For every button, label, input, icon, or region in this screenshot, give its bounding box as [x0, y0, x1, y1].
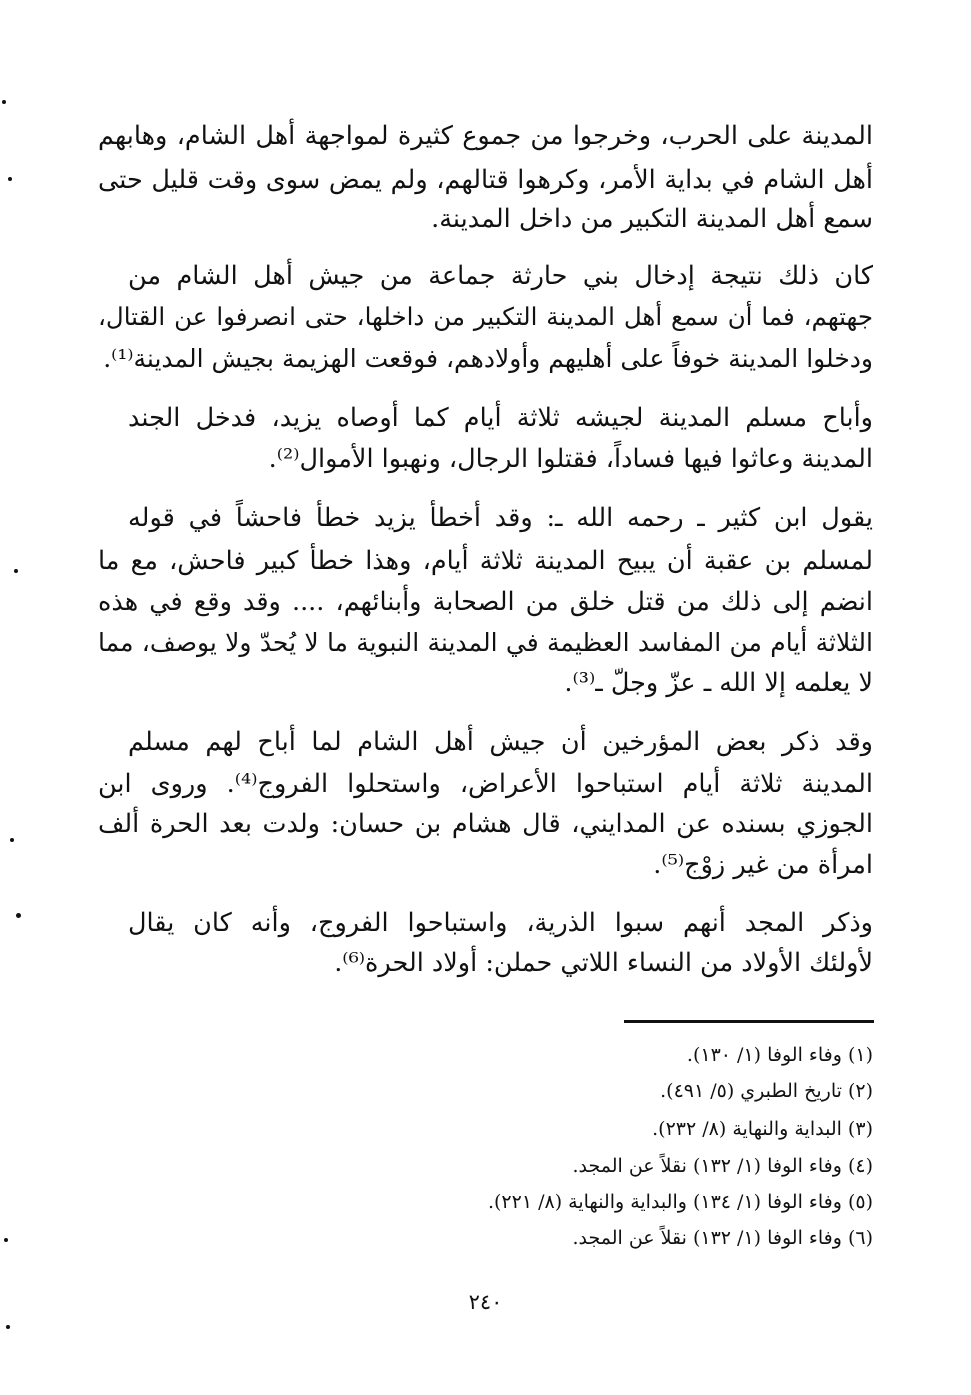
footnote: (٣) البداية والنهاية (٨/ ٢٣٢).: [652, 1118, 873, 1140]
body-line: المدينة وعاثوا فيها فساداً، فقتلوا الرجال، ونهبوا الأموال⁽²⁾.: [268, 444, 873, 474]
body-line: وقد ذكر بعض المؤرخين أن جيش أهل الشام لما أباح لهم مسلم: [128, 727, 873, 757]
body-line: الجوزي بسنده عن المدايني، قال هشام بن حسان: ولدت بعد الحرة ألف: [98, 809, 873, 839]
body-line: امرأة من غير زوْج⁽⁵⁾.: [653, 850, 873, 880]
body-line: وأباح مسلم المدينة لجيشه ثلاثة أيام كما أوصاه يزيد، فدخل الجند: [128, 403, 873, 433]
body-line: انضم إلى ذلك من قتل خلق من الصحابة وأبنائهم، .... وقد وقع في هذه: [98, 587, 873, 617]
body-line: لأولئك الأولاد من النساء اللاتي حملن: أولاد الحرة⁽⁶⁾.: [334, 948, 873, 978]
scan-speck: [8, 177, 12, 181]
page-number: ٢٤٠: [468, 1290, 503, 1314]
scan-speck: [6, 1325, 10, 1329]
body-line: ودخلوا المدينة خوفاً على أهليهم وأولادهم، فوقعت الهزيمة بجيش المدينة⁽¹⁾.: [103, 344, 873, 373]
scan-speck: [16, 913, 21, 918]
scan-speck: [14, 569, 18, 573]
scan-speck: [4, 1238, 8, 1242]
body-line: المدينة ثلاثة أيام استباحوا الأعراض، واستحلوا الفروج⁽⁴⁾. وروى ابن: [98, 769, 873, 799]
footnote: (٥) وفاء الوفا (١/ ١٣٤) والبداية والنهاية (٨/ ٢٢١).: [487, 1191, 873, 1213]
scan-speck: [10, 838, 14, 842]
body-line: وذكر المجد أنهم سبوا الذرية، واستباحوا الفروج، وأنه كان يقال: [128, 908, 873, 938]
footnote: (٦) وفاء الوفا (١/ ١٣٢) نقلاً عن المجد.: [572, 1227, 873, 1249]
body-line: سمع أهل المدينة التكبير من داخل المدينة.: [431, 204, 873, 234]
body-line: يقول ابن كثير ـ رحمه الله ـ: وقد أخطأ يزيد خطأ فاحشاً في قوله: [128, 503, 873, 533]
body-line: الثلاثة أيام من المفاسد العظيمة في المدينة النبوية ما لا يُحدّ ولا يوصف، مما: [98, 628, 873, 657]
body-line: لا يعلمه إلا الله ـ عزّ وجلّ ـ⁽³⁾.: [564, 668, 873, 698]
footnote: (١) وفاء الوفا (١/ ١٣٠).: [686, 1044, 873, 1066]
body-line: جهتهم، فما أن سمع أهل المدينة التكبير من داخلها، حتى انصرفوا عن القتال،: [98, 302, 873, 331]
scan-speck: [2, 100, 6, 104]
body-line: المدينة على الحرب، وخرجوا من جموع كثيرة لمواجهة أهل الشام، وهابهم: [98, 121, 873, 151]
body-line: كان ذلك نتيجة إدخال بني حارثة جماعة من جيش أهل الشام من: [128, 261, 873, 291]
body-line: أهل الشام في بداية الأمر، وكرهوا قتالهم، ولم يمض سوى وقت قليل حتى: [98, 165, 873, 195]
footnote-separator: [624, 1020, 874, 1023]
body-line: لمسلم بن عقبة أن يبيح المدينة ثلاثة أيام، وهذا خطأ كبير فاحش، مع ما: [98, 546, 873, 576]
footnote: (٢) تاريخ الطبري (٥/ ٤٩١).: [660, 1080, 873, 1102]
footnote: (٤) وفاء الوفا (١/ ١٣٢) نقلاً عن المجد.: [572, 1155, 873, 1177]
